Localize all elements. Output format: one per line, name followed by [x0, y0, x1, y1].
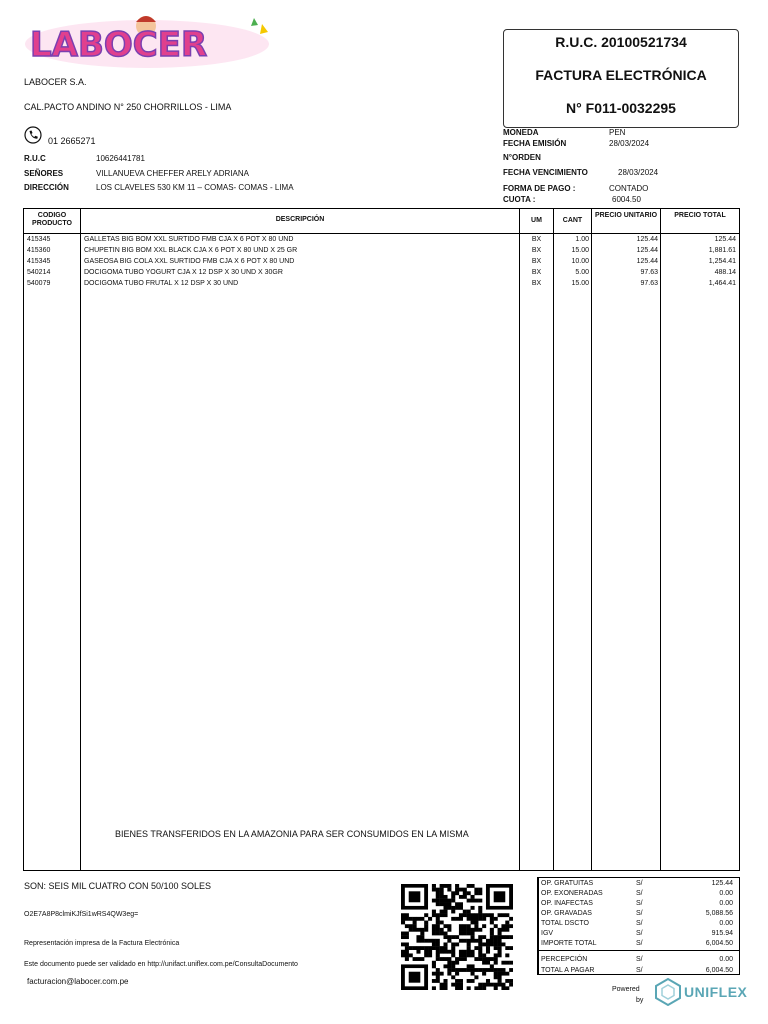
totals-label: TOTAL DSCTO	[541, 920, 589, 927]
totals-row	[538, 920, 739, 930]
header-total: PRECIO TOTAL	[674, 212, 726, 219]
cell-description: GALLETAS BIG BOM XXL SURTIDO FMB CJA X 6 POT X 80 UND	[84, 236, 294, 243]
totals-currency: S/	[636, 967, 643, 974]
totals-label: PERCEPCIÓN	[541, 956, 588, 963]
totals-label: TOTAL A PAGAR	[541, 967, 595, 974]
validation-note[interactable]: Este documento puede ser validado en http://unifact.uniflex.com.pe/ConsultaDocumento	[24, 961, 298, 968]
header-um: UM	[531, 217, 542, 224]
due-date-label: FECHA VENCIMIENTO	[503, 168, 588, 177]
cell-unit-price: 125.44	[636, 258, 658, 265]
order-label: N°ORDEN	[503, 153, 541, 162]
powered-label: Powered	[612, 986, 640, 993]
document-type: FACTURA ELECTRÓNICA	[535, 67, 707, 83]
uniflex-logo-icon	[655, 978, 681, 1006]
cell-description: GASEOSA BIG COLA XXL SURTIDO FMB CJA X 6 POT X 80 UND	[84, 258, 295, 265]
cell-total: 1,881.61	[708, 247, 736, 254]
cell-um: BX	[531, 247, 542, 254]
document-hash: O2E7A8P8clmiKJfSi1wRS4QW3eg=	[24, 911, 139, 918]
cell-code: 540214	[27, 269, 51, 276]
cell-um: BX	[531, 269, 542, 276]
company-phone: 01 2665271	[48, 136, 96, 146]
amount-in-words: SON: SEIS MIL CUATRO CON 50/100 SOLES	[24, 881, 212, 891]
totals-row	[538, 930, 739, 940]
totals-row	[538, 967, 739, 977]
totals-row	[538, 940, 739, 950]
cell-qty: 1.00	[575, 236, 589, 243]
totals-row	[538, 956, 739, 966]
company-logo	[22, 12, 272, 72]
totals-label: OP. EXONERADAS	[541, 890, 603, 897]
cell-total: 125.44	[714, 236, 736, 243]
totals-box	[537, 877, 740, 975]
cell-total: 488.14	[714, 269, 736, 276]
cell-unit-price: 125.44	[636, 236, 658, 243]
by-label: by	[636, 997, 644, 1004]
cell-um: BX	[531, 280, 542, 287]
totals-value: 6,004.50	[705, 967, 733, 974]
totals-label: IMPORTE TOTAL	[541, 940, 597, 947]
document-number: N° F011-0032295	[566, 100, 676, 116]
company-email[interactable]: facturacion@labocer.com.pe	[27, 977, 129, 986]
totals-row	[538, 910, 739, 920]
header-unit-price: PRECIO UNITARIO	[594, 212, 658, 219]
totals-value: 6,004.50	[705, 940, 733, 947]
totals-currency: S/	[636, 920, 643, 927]
items-table	[23, 208, 740, 871]
cell-code: 415345	[27, 258, 51, 265]
client-name: VILLANUEVA CHEFFER ARELY ADRIANA	[96, 169, 249, 178]
payment-label: FORMA DE PAGO :	[503, 184, 576, 193]
company-address: CAL.PACTO ANDINO N° 250 CHORRILLOS - LIMA	[24, 102, 232, 112]
payment-value: CONTADO	[609, 184, 649, 193]
due-date-value: 28/03/2024	[618, 168, 659, 177]
totals-value: 5,088.56	[705, 910, 733, 917]
qr-code	[401, 884, 513, 990]
cell-qty: 10.00	[571, 258, 589, 265]
client-name-label: SEÑORES	[24, 169, 64, 178]
client-address: LOS CLAVELES 530 KM 11 – COMAS- COMAS - LIMA	[96, 183, 294, 192]
cell-description: DOCIGOMA TUBO YOGURT CJA X 12 DSP X 30 UND X 30GR	[84, 269, 283, 276]
totals-label: OP. GRAVADAS	[541, 910, 592, 917]
table-row	[24, 280, 739, 292]
cell-qty: 15.00	[571, 280, 589, 287]
client-address-label: DIRECCIÓN	[24, 183, 69, 192]
cell-code: 540079	[27, 280, 51, 287]
totals-label: IGV	[541, 930, 554, 937]
issue-date-label: FECHA EMISIÓN	[503, 139, 567, 148]
cell-um: BX	[531, 236, 542, 243]
quota-value: 6004.50	[612, 195, 641, 204]
phone-icon	[24, 126, 42, 144]
issue-date-value: 28/03/2024	[609, 139, 650, 148]
totals-currency: S/	[636, 910, 643, 917]
client-ruc: 10626441781	[96, 154, 145, 163]
currency-value: PEN	[609, 128, 626, 137]
logo-wordmark: LABOCER	[30, 25, 208, 65]
totals-value: 0.00	[719, 920, 733, 927]
cell-qty: 5.00	[575, 269, 589, 276]
issuer-ruc: R.U.C. 20100521734	[555, 34, 687, 50]
currency-label: MONEDA	[503, 128, 539, 137]
totals-currency: S/	[636, 900, 643, 907]
company-name: LABOCER S.A.	[24, 77, 87, 87]
totals-label: OP. GRATUITAS	[541, 880, 594, 887]
totals-row	[538, 890, 739, 900]
cell-code: 415345	[27, 236, 51, 243]
totals-currency: S/	[636, 940, 643, 947]
document-id-box	[503, 29, 739, 128]
amazonia-note: BIENES TRANSFERIDOS EN LA AMAZONIA PARA SER CONSUMIDOS EN LA MISMA	[115, 829, 469, 839]
header-code: CODIGO PRODUCTO	[32, 212, 72, 227]
uniflex-wordmark: UNIFLEX	[684, 984, 748, 1000]
cell-total: 1,464.41	[708, 280, 736, 287]
totals-row	[538, 900, 739, 910]
totals-currency: S/	[636, 956, 643, 963]
cell-unit-price: 97.63	[640, 280, 658, 287]
quota-label: CUOTA :	[503, 195, 536, 204]
totals-value: 0.00	[719, 956, 733, 963]
header-qty: CANT	[562, 217, 583, 224]
totals-value: 0.00	[719, 890, 733, 897]
cell-qty: 15.00	[571, 247, 589, 254]
totals-value: 0.00	[719, 900, 733, 907]
printed-representation-note: Representación impresa de la Factura Electrónica	[24, 940, 180, 947]
client-ruc-label: R.U.C	[24, 154, 46, 163]
cell-code: 415360	[27, 247, 51, 254]
cell-description: DOCIGOMA TUBO FRUTAL X 12 DSP X 30 UND	[84, 280, 239, 287]
cell-unit-price: 97.63	[640, 269, 658, 276]
totals-currency: S/	[636, 880, 643, 887]
totals-value: 915.94	[711, 930, 733, 937]
cell-unit-price: 125.44	[636, 247, 658, 254]
totals-currency: S/	[636, 930, 643, 937]
header-description: DESCRIPCIÓN	[275, 216, 325, 223]
totals-currency: S/	[636, 890, 643, 897]
totals-row	[538, 880, 739, 890]
cell-total: 1,254.41	[708, 258, 736, 265]
cell-um: BX	[531, 258, 542, 265]
totals-value: 125.44	[711, 880, 733, 887]
cell-description: CHUPETIN BIG BOM XXL BLACK CJA X 6 POT X 80 UND X 25 GR	[84, 247, 298, 254]
totals-label: OP. INAFECTAS	[541, 900, 593, 907]
